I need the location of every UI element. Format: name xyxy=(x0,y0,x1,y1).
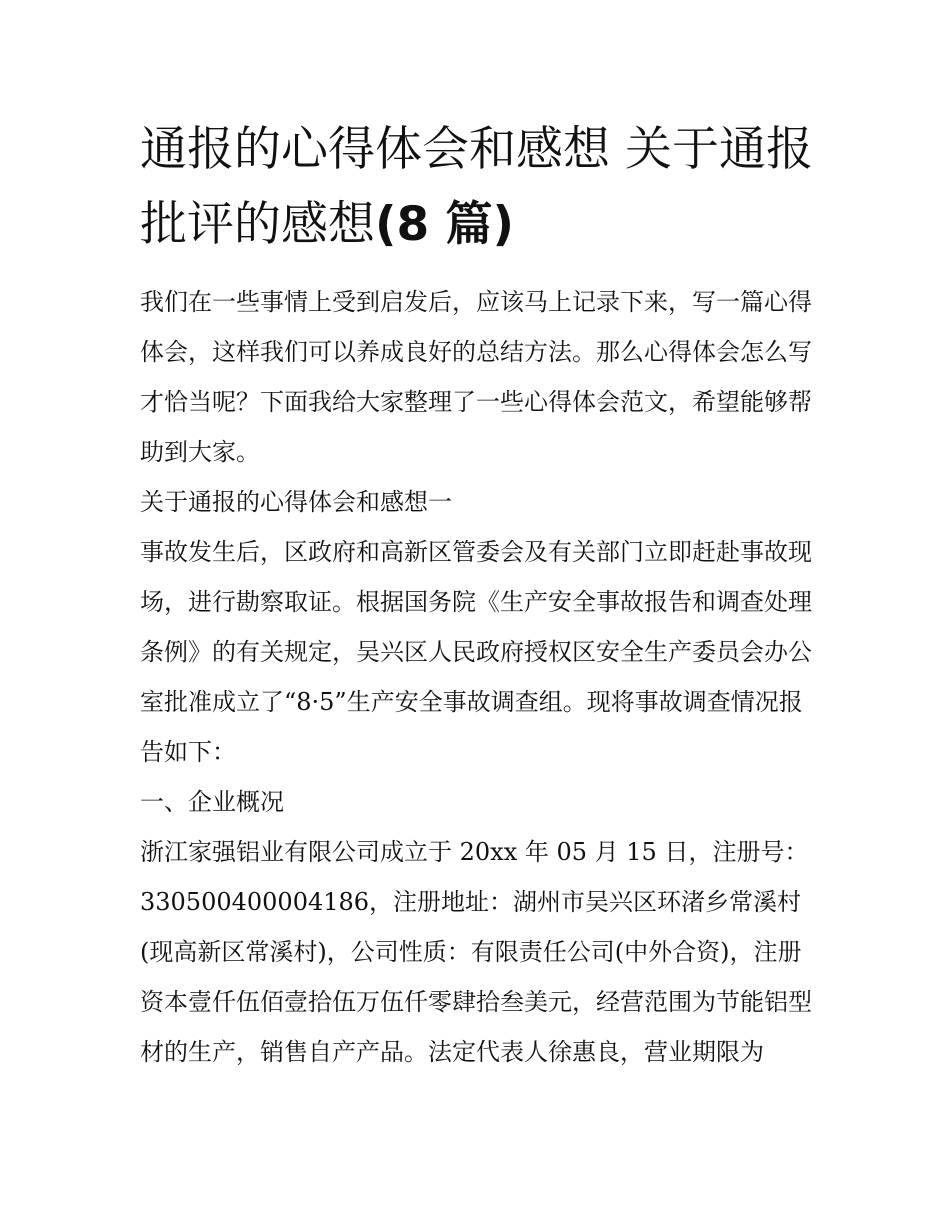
title-count-text: (8 篇) xyxy=(375,197,515,252)
intro-paragraph: 我们在一些事情上受到启发后，应该马上记录下来，写一篇心得体会，这样我们可以养成良好的总结方法。那么心得体会怎么写才恰当呢？下面我给大家整理了一些心得体会范文，希望能够帮助到大家。 xyxy=(140,288,812,466)
company-paragraph: 浙江家强铝业有限公司成立于 20xx 年 05 月 15 日，注册号：330500400004186，注册地址：湖州市吴兴区环渚乡常溪村(现高新区常溪村)，公司性质：有限责任公司(中外合资)，注册资本壹仟伍佰壹拾伍万伍仟零肆拾叁美元，经营范围为节能铝型材的生产，销售自产产品。法定代表人徐惠良，营业期限为 xyxy=(140,838,812,1066)
section-heading-company-overview: 一、企业概况 xyxy=(140,788,284,816)
document-title xyxy=(140,112,820,262)
document-body xyxy=(140,277,816,1077)
accident-paragraph: 事故发生后，区政府和高新区管委会及有关部门立即赶赴事故现场，进行勘察取证。根据国务院《生产安全事故报告和调查处理条例》的有关规定，吴兴区人民政府授权区安全生产委员会办公室批准成立了“8·5”生产安全事故调查组。现将事故调查情况报告如下： xyxy=(140,538,812,766)
section-heading-1: 关于通报的心得体会和感想一 xyxy=(140,488,452,516)
title-main-text: 通报的心得体会和感想 关于通报批评的感想 xyxy=(140,122,813,252)
